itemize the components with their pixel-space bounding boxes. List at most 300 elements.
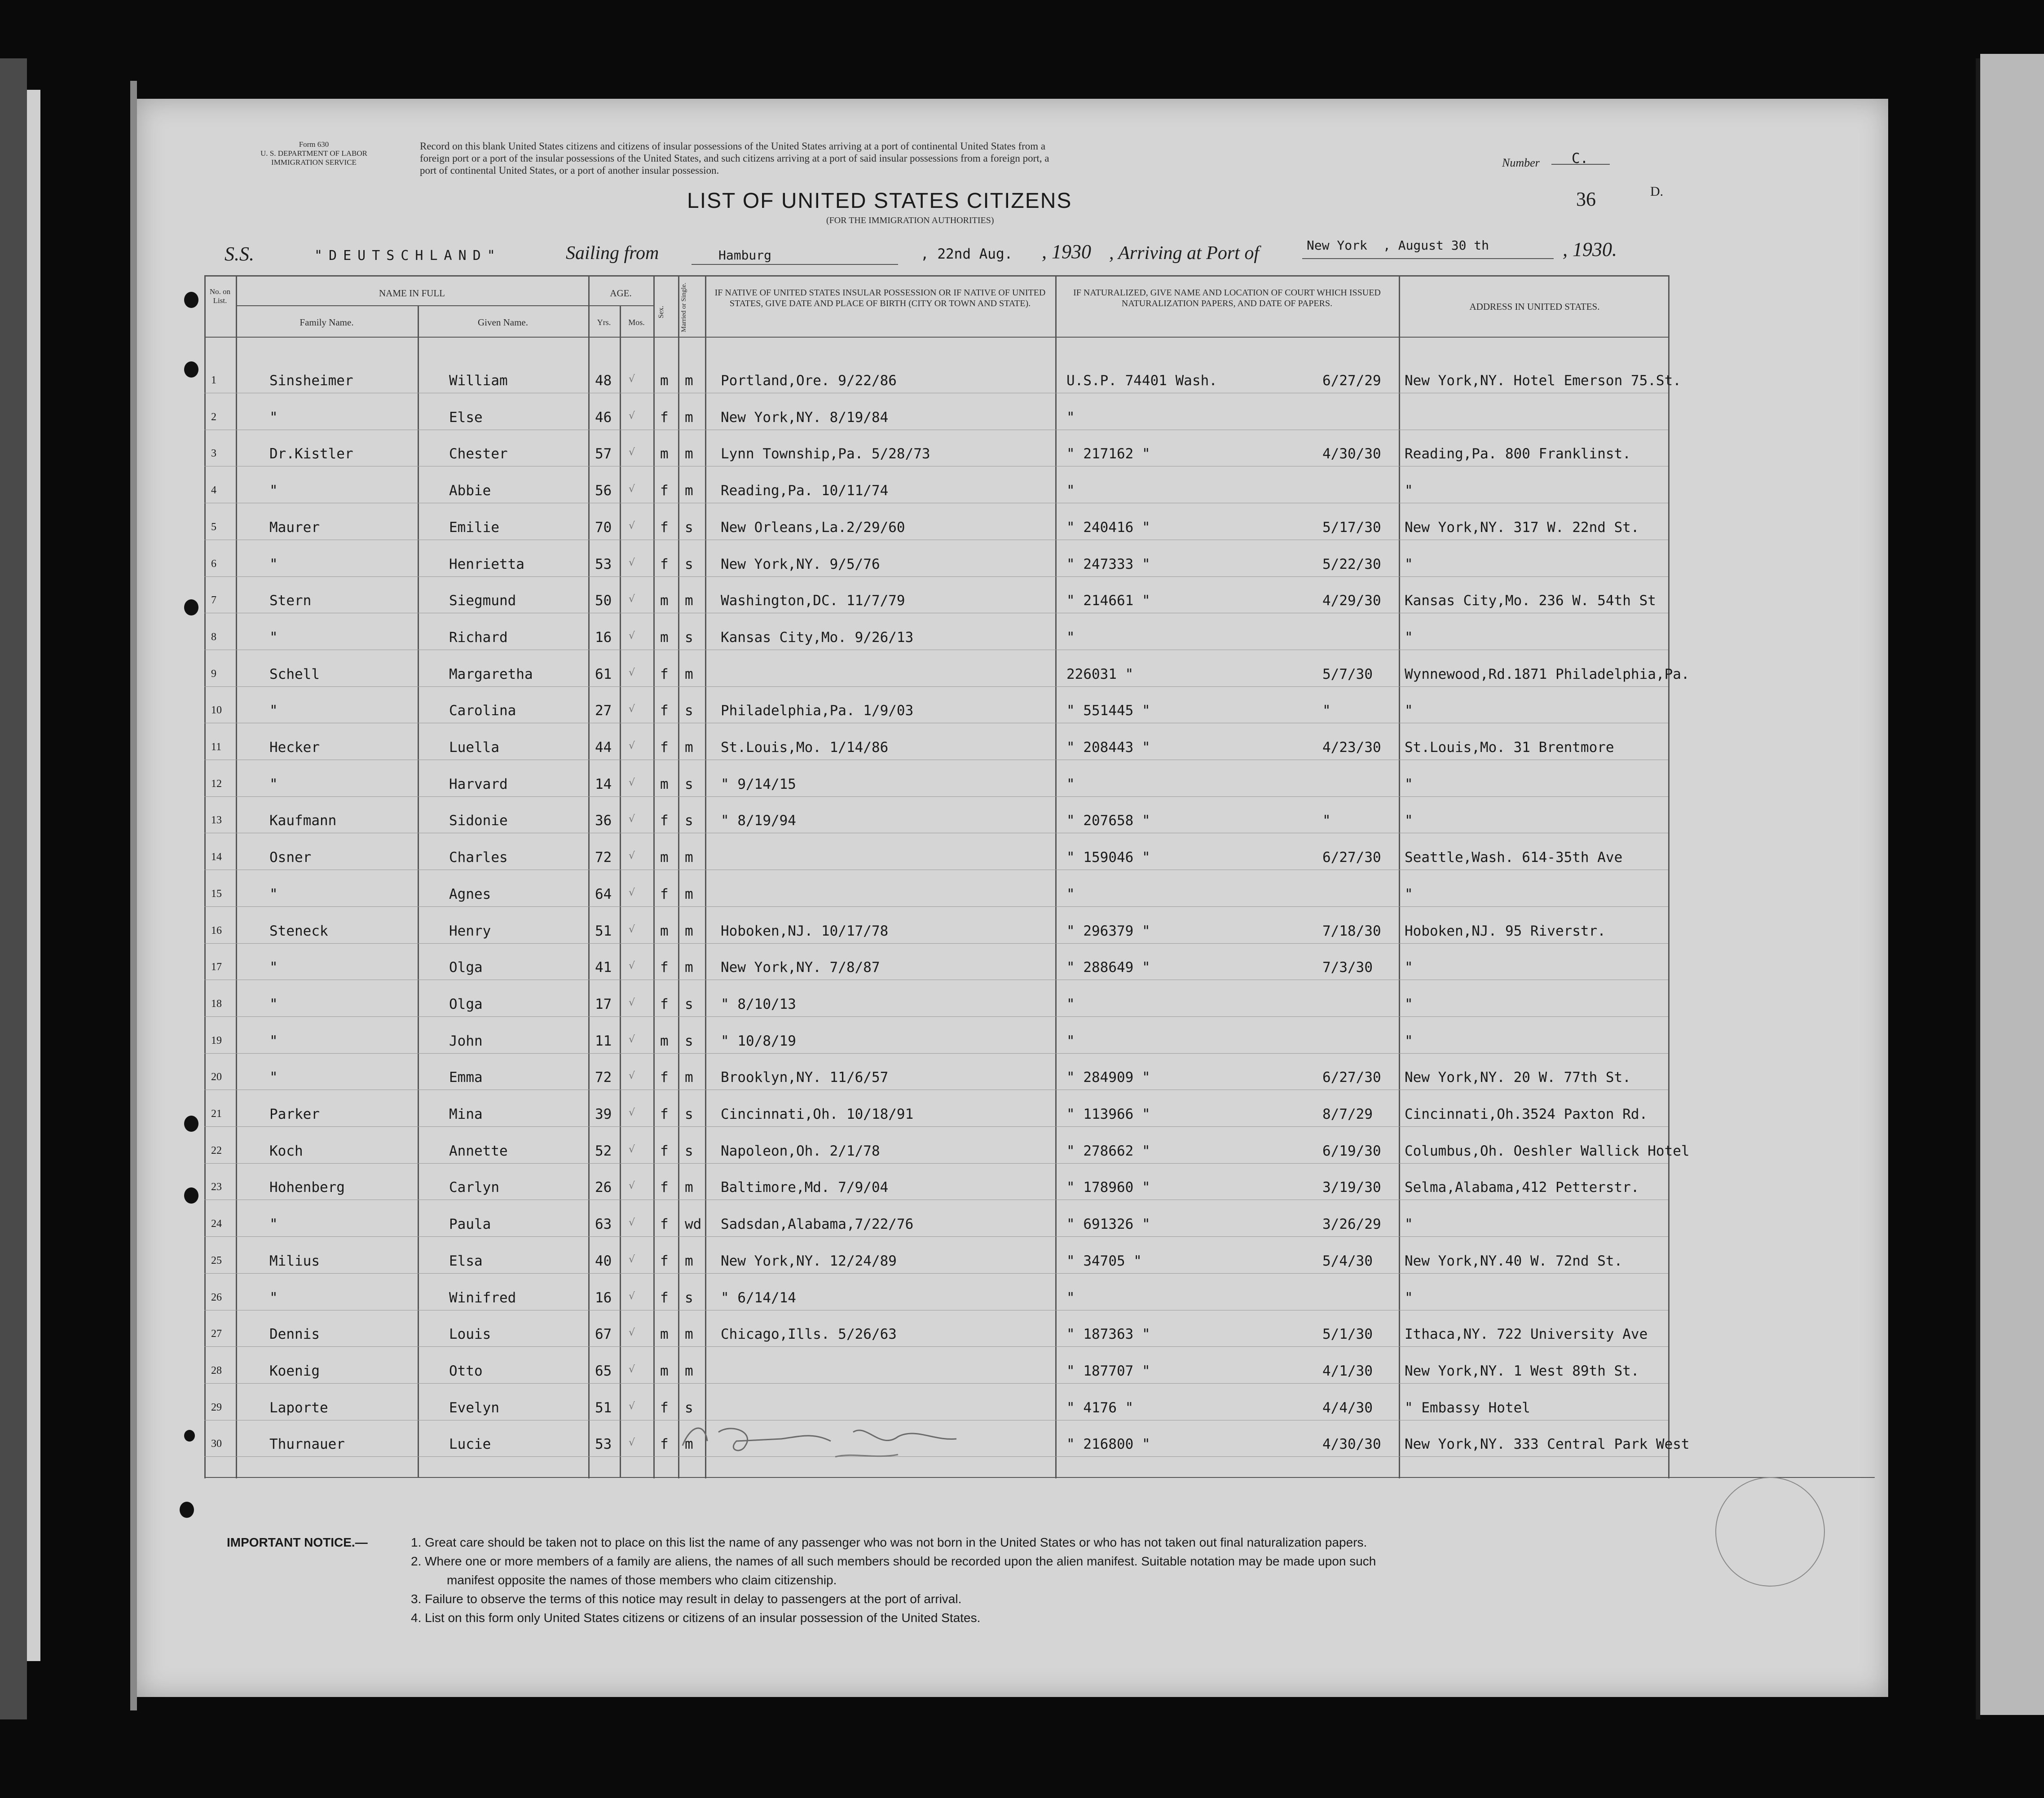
- us-address: Selma,Alabama,412 Petterstr.: [1405, 1179, 1639, 1196]
- marital-status: m: [685, 1363, 693, 1379]
- check-mark-icon: √: [629, 777, 635, 788]
- row-divider: [204, 1163, 1668, 1164]
- family-name: ": [269, 409, 278, 426]
- form-department: U. S. DEPARTMENT OF LABOR: [260, 149, 367, 158]
- column-divider: [1668, 275, 1670, 1478]
- row-number: 21: [211, 1108, 222, 1120]
- marital-status: m: [685, 923, 693, 939]
- col-name-in-full: NAME IN FULL: [379, 288, 445, 299]
- given-name: Henry: [449, 923, 491, 939]
- given-name: Evelyn: [449, 1399, 499, 1416]
- table-top-border: [204, 275, 1668, 277]
- row-number: 6: [211, 558, 216, 570]
- age-years: 70: [595, 519, 612, 536]
- naturalization-court: " 208443 ": [1066, 739, 1150, 756]
- naturalization-date: 6/27/29: [1322, 373, 1381, 389]
- birth-place-date: New Orleans,La.2/29/60: [721, 519, 905, 536]
- family-name: ": [269, 556, 278, 572]
- marital-status: wd: [685, 1216, 702, 1233]
- given-name: Carolina: [449, 703, 516, 719]
- row-number: 22: [211, 1144, 222, 1156]
- sex: m: [660, 1326, 669, 1343]
- given-name: Emma: [449, 1069, 483, 1086]
- marital-status: s: [685, 703, 693, 719]
- sex: m: [660, 923, 669, 939]
- naturalization-court: ": [1066, 1289, 1075, 1306]
- birth-place-date: Napoleon,Oh. 2/1/78: [721, 1143, 880, 1159]
- check-mark-icon: √: [629, 410, 635, 422]
- row-number: 24: [211, 1218, 222, 1230]
- marital-status: s: [685, 1399, 693, 1416]
- binder-hole: [184, 1116, 198, 1132]
- given-name: Siegmund: [449, 593, 516, 609]
- sex: f: [660, 886, 669, 902]
- naturalization-date: 6/27/30: [1322, 849, 1381, 866]
- us-address: ": [1405, 996, 1413, 1012]
- age-years: 72: [595, 1069, 612, 1086]
- row-number: 30: [211, 1438, 222, 1450]
- naturalization-date: 7/18/30: [1322, 923, 1381, 939]
- sex: f: [660, 666, 669, 682]
- number-label: Number: [1502, 156, 1540, 169]
- row-divider: [204, 796, 1668, 797]
- birth-place-date: St.Louis,Mo. 1/14/86: [721, 739, 889, 756]
- ship-name: "DEUTSCHLAND": [314, 248, 502, 264]
- us-address: Hoboken,NJ. 95 Riverstr.: [1405, 923, 1606, 939]
- check-mark-icon: √: [629, 1363, 635, 1375]
- row-number: 26: [211, 1291, 222, 1303]
- us-address: ": [1405, 886, 1413, 902]
- given-name: Luella: [449, 739, 499, 756]
- notice-heading: IMPORTANT NOTICE.—: [227, 1535, 368, 1549]
- family-name: ": [269, 1216, 278, 1233]
- naturalization-date: 4/1/30: [1322, 1363, 1373, 1379]
- age-years: 26: [595, 1179, 612, 1196]
- family-name: Schell: [269, 666, 320, 682]
- naturalization-court: " 217162 ": [1066, 446, 1150, 462]
- naturalization-court: ": [1066, 409, 1075, 426]
- sex: m: [660, 373, 669, 389]
- us-address: New York,NY. 20 W. 77th St.: [1405, 1069, 1631, 1086]
- family-name: ": [269, 959, 278, 976]
- row-number: 3: [211, 448, 216, 460]
- family-name: Hohenberg: [269, 1179, 345, 1196]
- naturalization-date: 5/1/30: [1322, 1326, 1373, 1343]
- naturalization-court: " 214661 ": [1066, 593, 1150, 609]
- marital-status: s: [685, 1143, 693, 1159]
- us-address: Ithaca,NY. 722 University Ave: [1405, 1326, 1648, 1343]
- given-name: Louis: [449, 1326, 491, 1343]
- naturalization-court: " 207658 ": [1066, 813, 1150, 829]
- row-number: 5: [211, 521, 216, 533]
- check-mark-icon: √: [629, 1143, 635, 1155]
- naturalization-court: " 34705 ": [1066, 1253, 1142, 1269]
- birth-place-date: Washington,DC. 11/7/79: [721, 593, 905, 609]
- family-name: ": [269, 629, 278, 646]
- given-name: Chester: [449, 446, 508, 462]
- family-name: ": [269, 1069, 278, 1086]
- col-sex: Sex.: [657, 306, 665, 318]
- binder-hole: [184, 361, 198, 378]
- check-mark-icon: √: [629, 1400, 635, 1412]
- departure-underline: [692, 264, 898, 265]
- check-mark-icon: √: [629, 1290, 635, 1302]
- age-years: 27: [595, 703, 612, 719]
- column-divider: [588, 275, 590, 1478]
- birth-place-date: " 10/8/19: [721, 1033, 796, 1049]
- family-name: Milius: [269, 1253, 320, 1269]
- birth-place-date: New York,NY. 8/19/84: [721, 409, 889, 426]
- sex: m: [660, 1363, 669, 1379]
- given-name: Annette: [449, 1143, 508, 1159]
- arrival-date: , August 30 th: [1383, 238, 1489, 253]
- check-mark-icon: √: [629, 1033, 635, 1045]
- birth-place-date: Baltimore,Md. 7/9/04: [721, 1179, 889, 1196]
- naturalization-court: ": [1066, 629, 1075, 646]
- family-name: Laporte: [269, 1399, 328, 1416]
- naturalization-date: 5/4/30: [1322, 1253, 1373, 1269]
- naturalization-court: " 284909 ": [1066, 1069, 1150, 1086]
- naturalization-court: " 216800 ": [1066, 1436, 1150, 1453]
- us-address: Columbus,Oh. Oeshler Wallick Hotel: [1405, 1143, 1690, 1159]
- check-mark-icon: √: [629, 740, 635, 752]
- column-divider: [653, 275, 655, 1478]
- naturalization-date: 6/19/30: [1322, 1143, 1381, 1159]
- us-address: ": [1405, 959, 1413, 976]
- us-address: New York,NY.40 W. 72nd St.: [1405, 1253, 1623, 1269]
- binder-hole: [184, 1187, 198, 1204]
- column-divider: [418, 305, 419, 1477]
- given-name: Sidonie: [449, 813, 508, 829]
- given-name: Else: [449, 409, 483, 426]
- age-years: 17: [595, 996, 612, 1012]
- age-years: 67: [595, 1326, 612, 1343]
- family-name: ": [269, 483, 278, 499]
- age-years: 65: [595, 1363, 612, 1379]
- row-number: 9: [211, 668, 216, 680]
- row-divider: [204, 1016, 1668, 1017]
- row-divider: [204, 1126, 1668, 1127]
- arrival-underline: [1302, 258, 1554, 259]
- naturalization-court: 226031 ": [1066, 666, 1134, 682]
- notice-item: 2. Where one or more members of a family are aliens, the names of all such members should be recorded upon the alien manifest. Suitable notation may be made upon such: [411, 1554, 1376, 1568]
- given-name: William: [449, 373, 508, 389]
- sex: m: [660, 629, 669, 646]
- sex: f: [660, 1399, 669, 1416]
- sex: f: [660, 996, 669, 1012]
- port-of-departure: Hamburg: [718, 248, 772, 263]
- col-yrs: Yrs.: [597, 318, 611, 327]
- check-mark-icon: √: [629, 1217, 635, 1229]
- given-name: Olga: [449, 959, 483, 976]
- column-divider: [678, 275, 679, 1478]
- naturalization-court: " 278662 ": [1066, 1143, 1150, 1159]
- col-given-name: Given Name.: [478, 317, 528, 328]
- check-mark-icon: √: [629, 997, 635, 1008]
- preamble-line: Record on this blank United States citizens and citizens of insular possessions of the United States arriving at a port of continental United States from a: [420, 141, 1046, 152]
- row-number: 18: [211, 998, 222, 1010]
- marital-status: m: [685, 1253, 693, 1269]
- arrival-year: , 1930.: [1563, 238, 1617, 260]
- marital-status: m: [685, 959, 693, 976]
- age-years: 63: [595, 1216, 612, 1233]
- departure-date: , 22nd Aug.: [921, 246, 1013, 262]
- naturalization-date: 5/22/30: [1322, 556, 1381, 572]
- row-divider: [204, 576, 1668, 577]
- form-number: Form 630: [299, 140, 329, 149]
- family-name: ": [269, 1289, 278, 1306]
- check-mark-icon: √: [629, 374, 635, 385]
- naturalization-court: ": [1066, 776, 1075, 792]
- naturalization-court: " 4176 ": [1066, 1399, 1134, 1416]
- marital-status: m: [685, 1179, 693, 1196]
- naturalization-court: " 296379 ": [1066, 923, 1150, 939]
- family-name: ": [269, 1033, 278, 1049]
- birth-place-date: Philadelphia,Pa. 1/9/03: [721, 703, 914, 719]
- marital-status: s: [685, 629, 693, 646]
- col-no: No. on List.: [209, 287, 231, 305]
- col-address: ADDRESS IN UNITED STATES.: [1469, 301, 1600, 312]
- birth-place-date: Brooklyn,NY. 11/6/57: [721, 1069, 889, 1086]
- header-bottom-border: [204, 337, 1668, 338]
- naturalization-date: 6/27/30: [1322, 1069, 1381, 1086]
- marital-status: m: [685, 739, 693, 756]
- sex: f: [660, 556, 669, 572]
- sex: f: [660, 519, 669, 536]
- col-age: AGE.: [610, 288, 632, 299]
- naturalization-date: ": [1322, 703, 1331, 719]
- given-name: Margaretha: [449, 666, 533, 682]
- birth-place-date: Cincinnati,Oh. 10/18/91: [721, 1106, 914, 1122]
- naturalization-court: " 187363 ": [1066, 1326, 1150, 1343]
- row-divider: [204, 906, 1668, 907]
- preamble-line: port of continental United States, or a port of another insular possession.: [420, 165, 719, 176]
- family-name: ": [269, 886, 278, 902]
- naturalization-court: " 240416 ": [1066, 519, 1150, 536]
- us-address: ": [1405, 556, 1413, 572]
- family-name: Kaufmann: [269, 813, 337, 829]
- age-years: 51: [595, 1399, 612, 1416]
- naturalization-date: 4/30/30: [1322, 446, 1381, 462]
- binder-hole: [184, 1430, 195, 1442]
- age-years: 41: [595, 959, 612, 976]
- marital-status: m: [685, 1069, 693, 1086]
- check-mark-icon: √: [629, 703, 635, 715]
- row-number: 23: [211, 1181, 222, 1193]
- sex: m: [660, 593, 669, 609]
- check-mark-icon: √: [629, 887, 635, 898]
- column-divider: [236, 275, 237, 1478]
- faint-stamp: [1715, 1477, 1825, 1587]
- naturalization-court: ": [1066, 483, 1075, 499]
- naturalization-court: " 288649 ": [1066, 959, 1150, 976]
- birth-place-date: Reading,Pa. 10/11/74: [721, 483, 889, 499]
- family-name: Maurer: [269, 519, 320, 536]
- family-name: Koch: [269, 1143, 303, 1159]
- sex: m: [660, 446, 669, 462]
- marital-status: s: [685, 996, 693, 1012]
- age-years: 46: [595, 409, 612, 426]
- marital-status: m: [685, 666, 693, 682]
- age-years: 16: [595, 1289, 612, 1306]
- row-number: 19: [211, 1034, 222, 1046]
- naturalization-date: 4/30/30: [1322, 1436, 1381, 1453]
- row-number: 16: [211, 924, 222, 936]
- row-number: 20: [211, 1071, 222, 1083]
- us-address: Cincinnati,Oh.3524 Paxton Rd.: [1405, 1106, 1648, 1122]
- ss-label: S.S.: [225, 243, 254, 265]
- given-name: Olga: [449, 996, 483, 1012]
- check-mark-icon: √: [629, 520, 635, 532]
- page-number: 36: [1576, 188, 1596, 210]
- arrival-port: New York: [1307, 238, 1367, 253]
- birth-place-date: " 8/19/94: [721, 813, 796, 829]
- naturalization-date: 5/7/30: [1322, 666, 1373, 682]
- row-number: 10: [211, 704, 222, 717]
- marital-status: s: [685, 519, 693, 536]
- form-service: IMMIGRATION SERVICE: [271, 158, 357, 167]
- birth-place-date: Portland,Ore. 9/22/86: [721, 373, 897, 389]
- naturalization-date: 4/29/30: [1322, 593, 1381, 609]
- naturalization-date: 3/19/30: [1322, 1179, 1381, 1196]
- us-address: ": [1405, 1033, 1413, 1049]
- given-name: John: [449, 1033, 483, 1049]
- row-number: 12: [211, 778, 222, 790]
- sex: m: [660, 776, 669, 792]
- marital-status: m: [685, 446, 693, 462]
- naturalization-date: 7/3/30: [1322, 959, 1373, 976]
- check-mark-icon: √: [629, 484, 635, 495]
- marital-status: s: [685, 556, 693, 572]
- marital-status: s: [685, 1289, 693, 1306]
- naturalization-court: U.S.P. 74401 Wash.: [1066, 373, 1217, 389]
- naturalization-court: ": [1066, 1033, 1075, 1049]
- sex: f: [660, 409, 669, 426]
- birth-place-date: Chicago,Ills. 5/26/63: [721, 1326, 897, 1343]
- age-years: 64: [595, 886, 612, 902]
- row-divider: [204, 1383, 1668, 1384]
- notice-item: manifest opposite the names of those members who claim citizenship.: [447, 1573, 837, 1587]
- marital-status: m: [685, 849, 693, 866]
- check-mark-icon: √: [629, 447, 635, 458]
- us-address: Reading,Pa. 800 Franklinst.: [1405, 446, 1631, 462]
- age-years: 39: [595, 1106, 612, 1122]
- marital-status: s: [685, 1106, 693, 1122]
- row-number: 15: [211, 888, 222, 900]
- us-address: ": [1405, 1289, 1413, 1306]
- family-name: ": [269, 776, 278, 792]
- page-title: LIST OF UNITED STATES CITIZENS: [687, 189, 1072, 213]
- age-years: 48: [595, 373, 612, 389]
- us-address: ": [1405, 629, 1413, 646]
- given-name: Otto: [449, 1363, 483, 1379]
- row-number: 7: [211, 594, 216, 607]
- sex: m: [660, 1033, 669, 1049]
- column-divider: [620, 305, 621, 1477]
- sex: f: [660, 1216, 669, 1233]
- check-mark-icon: √: [629, 850, 635, 862]
- row-number: 11: [211, 741, 222, 753]
- age-years: 16: [595, 629, 612, 646]
- age-years: 14: [595, 776, 612, 792]
- us-address: New York,NY. Hotel Emerson 75.St.: [1405, 373, 1681, 389]
- arriving-label: , Arriving at Port of: [1109, 243, 1260, 264]
- age-years: 11: [595, 1033, 612, 1049]
- given-name: Harvard: [449, 776, 508, 792]
- age-years: 53: [595, 556, 612, 572]
- given-name: Abbie: [449, 483, 491, 499]
- preamble-line: foreign port or a port of the insular possessions of the United States, and such citizens arriving at a port of said insular possessions from a foreign port, a: [420, 153, 1049, 164]
- check-mark-icon: √: [629, 557, 635, 568]
- marital-status: m: [685, 593, 693, 609]
- birth-place-date: Kansas City,Mo. 9/26/13: [721, 629, 914, 646]
- naturalization-court: " 691326 ": [1066, 1216, 1150, 1233]
- check-mark-icon: √: [629, 630, 635, 642]
- row-divider: [204, 1346, 1668, 1347]
- naturalization-date: 4/4/30: [1322, 1399, 1373, 1416]
- birth-place-date: New York,NY. 7/8/87: [721, 959, 880, 976]
- row-number: 13: [211, 814, 222, 826]
- naturalization-court: " 113966 ": [1066, 1106, 1150, 1122]
- scanner-edge-left: [0, 58, 27, 1719]
- us-address: Kansas City,Mo. 236 W. 54th St: [1405, 593, 1656, 609]
- naturalization-court: " 247333 ": [1066, 556, 1150, 572]
- row-number: 2: [211, 411, 216, 423]
- row-number: 17: [211, 961, 222, 973]
- family-name: Dr.Kistler: [269, 446, 353, 462]
- check-mark-icon: √: [629, 1107, 635, 1118]
- family-name: ": [269, 703, 278, 719]
- family-name: Dennis: [269, 1326, 320, 1343]
- us-address: ": [1405, 483, 1413, 499]
- family-name: Steneck: [269, 923, 328, 939]
- birth-place-date: " 6/14/14: [721, 1289, 796, 1306]
- row-number: 4: [211, 484, 216, 497]
- col-mos: Mos.: [628, 318, 645, 327]
- marital-status: s: [685, 1033, 693, 1049]
- check-mark-icon: √: [629, 923, 635, 935]
- given-name: Winifred: [449, 1289, 516, 1306]
- row-number: 8: [211, 631, 216, 643]
- adjacent-page-left: [27, 90, 40, 1661]
- marital-status: m: [685, 483, 693, 499]
- check-mark-icon: √: [629, 1437, 635, 1449]
- sex: f: [660, 703, 669, 719]
- column-divider: [204, 275, 206, 1478]
- check-mark-icon: √: [629, 667, 635, 678]
- col-family-name: Family Name.: [300, 317, 354, 328]
- family-name: Parker: [269, 1106, 320, 1122]
- row-divider: [204, 1236, 1668, 1237]
- preamble: [420, 140, 1049, 176]
- given-name: Mina: [449, 1106, 483, 1122]
- sex: f: [660, 1253, 669, 1269]
- row-divider: [204, 943, 1668, 944]
- age-years: 61: [595, 666, 612, 682]
- row-number: 25: [211, 1254, 222, 1266]
- birth-place-date: New York,NY. 12/24/89: [721, 1253, 897, 1269]
- sex: f: [660, 813, 669, 829]
- us-address: Seattle,Wash. 614-35th Ave: [1405, 849, 1623, 866]
- family-name: Koenig: [269, 1363, 320, 1379]
- age-years: 56: [595, 483, 612, 499]
- age-years: 50: [595, 593, 612, 609]
- check-mark-icon: √: [629, 1253, 635, 1265]
- naturalization-court: " 159046 ": [1066, 849, 1150, 866]
- naturalization-court: ": [1066, 886, 1075, 902]
- sex: f: [660, 1436, 669, 1453]
- sex: f: [660, 1289, 669, 1306]
